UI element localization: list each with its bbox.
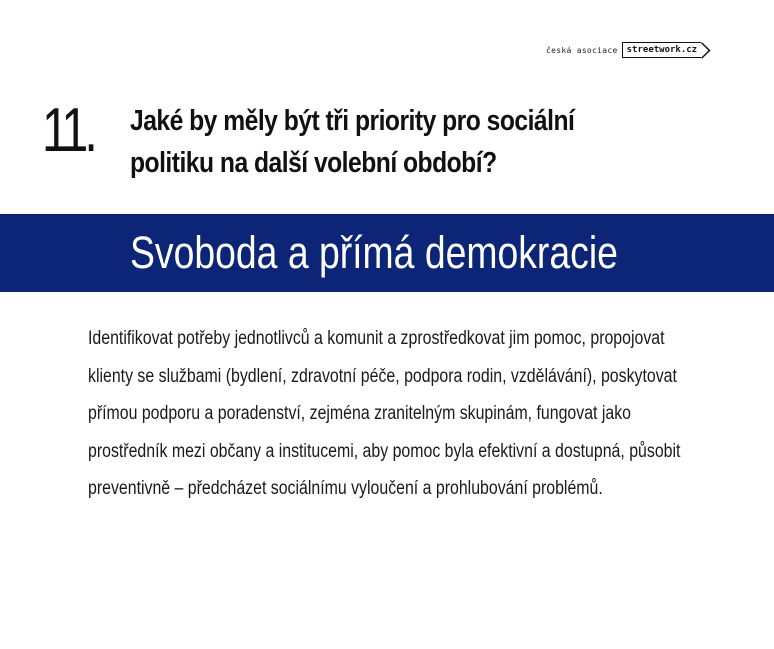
body-paragraph: Identifikovat potřeby jednotlivců a komunit a zprostředkovat jim pomoc, propojovat klienty se službami (bydlení, zdravotní péče, podpora rodin, vzdělávání), poskytovat přímou podporu a poradenství, zejména zranitelným skupinám, fungovat jako prostředník mezi občany a institucemi, aby pomoc byla efektivní a dostupná, působit preventivně – předcházet sociálnímu vyloučení a prohlubování problémů. (88, 328, 681, 499)
logo-arrow-icon (701, 42, 711, 59)
logo-name: streetwork.cz (622, 42, 701, 58)
streetwork-logo (546, 42, 711, 58)
logo-prefix: česká asociace (546, 45, 618, 55)
section-banner (0, 214, 774, 292)
question-title: Jaké by měly být tři priority pro sociální politiku na další volební období? (130, 105, 575, 179)
question-number: 11. (42, 96, 94, 165)
banner-title: Svoboda a přímá demokracie (130, 227, 618, 278)
